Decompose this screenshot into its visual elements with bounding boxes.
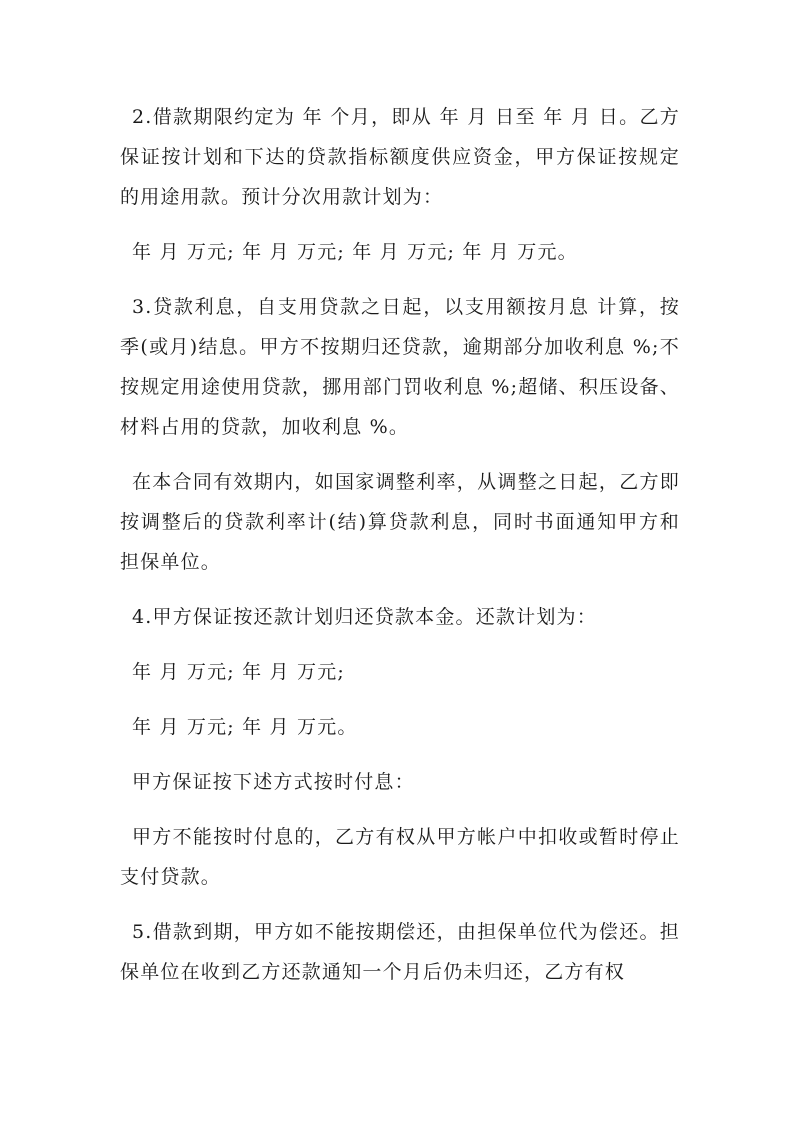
paragraph-loan-term: 2.借款期限约定为 年 个月，即从 年 月 日至 年 月 日。乙方保证按计划和下达的贷款指标额度供应资金，甲方保证按规定的用途用款。预计分次用款计划为： <box>120 106 680 208</box>
paragraph-repayment-schedule-2: 年 月 万元; 年 月 万元。 <box>132 716 358 738</box>
paragraph-maturity: 5.借款到期，甲方如不能按期偿还，由担保单位代为偿还。担保单位在收到乙方还款通知一个月后仍未归还，乙方有权 <box>120 921 680 983</box>
paragraph-interest-payment: 甲方保证按下述方式按时付息： <box>132 771 415 793</box>
paragraph-repayment-plan: 4.甲方保证按还款计划归还贷款本金。还款计划为： <box>132 606 597 628</box>
document-page <box>120 97 680 1007</box>
paragraph-rate-adjustment: 在本合同有效期内，如国家调整利率，从调整之日起，乙方即按调整后的贷款利率计(结)算贷款利息，同时书面通知甲方和担保单位。 <box>120 471 680 573</box>
paragraph-late-interest: 甲方不能按时付息的，乙方有权从甲方帐户中扣收或暂时停止支付贷款。 <box>120 826 680 888</box>
paragraph-repayment-schedule-1: 年 月 万元; 年 月 万元; <box>132 661 346 683</box>
paragraph-interest: 3.贷款利息，自支用贷款之日起，以支用额按月息 计算，按季(或月)结息。甲方不按期归还贷款，逾期部分加收利息 %;不按规定用途使用贷款，挪用部门罚收利息 %;超储、积压设备、材料占用的贷款，加收利息 %。 <box>120 296 680 438</box>
paragraph-drawdown-schedule: 年 月 万元; 年 月 万元; 年 月 万元; 年 月 万元。 <box>132 241 578 263</box>
